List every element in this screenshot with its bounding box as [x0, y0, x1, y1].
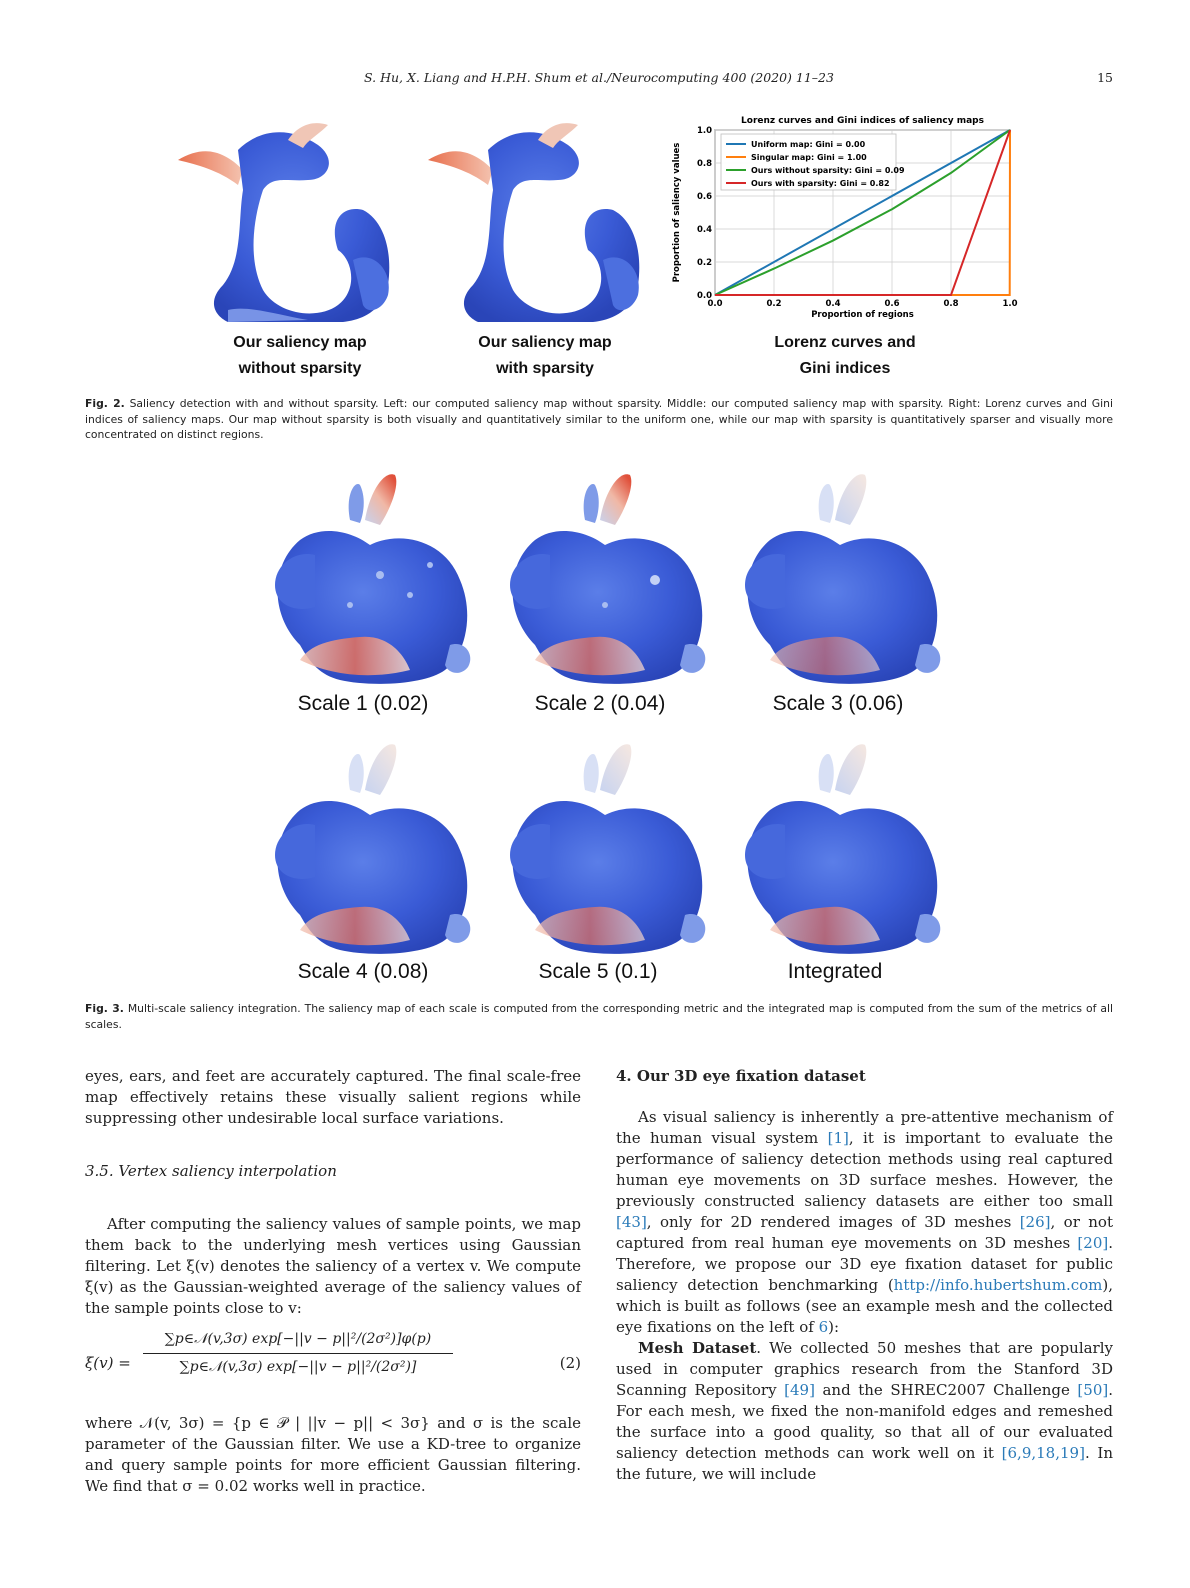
mesh-dataset-term: Mesh Dataset [638, 1339, 757, 1357]
citation-link[interactable]: [26] [1019, 1213, 1051, 1231]
fig2-label-left-line1: Our saliency map [233, 334, 367, 351]
text-run: , or not captured from real human eye movements on 3D meshes [616, 1213, 1113, 1252]
equation-denominator: ∑p∈𝒩(v,3σ) exp[−||v − p||²/(2σ²)] [179, 1359, 417, 1375]
equation-fraction [143, 1329, 453, 1378]
scale-label-3: Scale 3 (0.06) [772, 692, 904, 715]
left-column [85, 1066, 581, 1497]
fig3-bunny-grid [255, 460, 945, 980]
y-tick-label: 0.6 [696, 192, 712, 202]
citation-link[interactable]: [50] [1077, 1381, 1109, 1399]
text-run: ), which is built as follows (see an example mesh and the collected eye fixations on the left of [616, 1276, 1113, 1336]
lorenz-chart [665, 110, 1025, 330]
y-tick-label: 1.0 [696, 126, 712, 136]
equation-lhs: ξ(v) = [85, 1354, 131, 1372]
fig2-label-middle [445, 330, 645, 382]
text-run: As visual saliency is inherently a pre-attentive mechanism of the human visual system [616, 1108, 1113, 1147]
bunny-scale-4 [275, 744, 470, 954]
y-tick-label: 0.4 [696, 225, 712, 235]
left-para-3: where 𝒩(v, 3σ) = {p ∈ 𝒫 | ||v − p|| < 3σ} and σ is the scale parameter of the Gaussian filter. We use a KD-tree to organize and query sample points for more efficient Gaussian filtering. We find that σ = 0.02 works well in practice. [85, 1414, 581, 1495]
text-run: . Therefore, we propose our 3D eye fixation dataset for public saliency detection benchmarking ( [616, 1234, 1113, 1294]
x-tick-label: 0.8 [943, 299, 959, 309]
citation-link[interactable]: [6,9,18,19] [1001, 1444, 1085, 1462]
x-tick-label: 0.0 [707, 299, 723, 309]
legend-label: Uniform map: Gini = 0.00 [751, 140, 866, 149]
text-run: , only for 2D rendered images of 3D meshes [646, 1213, 1020, 1231]
y-tick-label: 0.2 [696, 258, 712, 268]
fig2-label-middle-line2: with sparsity [496, 360, 594, 377]
y-tick-label: 0.8 [696, 159, 712, 169]
running-title: S. Hu, X. Liang and H.P.H. Shum et al./Neurocomputing 400 (2020) 11–23 [364, 70, 834, 85]
citation-link[interactable]: [1] [827, 1129, 849, 1147]
equation-number: (2) [559, 1354, 581, 1372]
fig2-label-left [200, 330, 400, 382]
scale-label-1: Scale 1 (0.02) [297, 692, 429, 715]
text-run: , it is important to evaluate the performance of saliency detection methods using real captured human eye movements on 3D surface meshes. However, the previously constructed saliency datasets are either too small [616, 1129, 1114, 1210]
dragon-without-sparsity [178, 123, 389, 322]
fig2-label-left-line2: without sparsity [238, 360, 362, 377]
fig2-label-right [745, 330, 945, 382]
dataset-url-link[interactable]: http://info.hubertshum.com [893, 1276, 1103, 1294]
fig2-label-middle-line1: Our saliency map [478, 334, 612, 351]
citation-link[interactable]: [43] [616, 1213, 647, 1231]
dragon-with-sparsity [428, 123, 639, 322]
scale-label-2: Scale 2 (0.04) [534, 692, 666, 715]
bunny-integrated [745, 744, 940, 954]
legend-label: Singular map: Gini = 1.00 [751, 153, 867, 162]
x-tick-label: 0.6 [884, 299, 900, 309]
citation-link[interactable]: [20] [1077, 1234, 1109, 1252]
section-heading: 4. Our 3D eye fixation dataset [616, 1067, 866, 1085]
fig3-caption [85, 1001, 1113, 1032]
fig2-caption-text: Saliency detection with and without sparsity. Left: our computed saliency map without sparsity. Middle: our computed saliency map with sparsity. Right: Lorenz curves and Gini indices of saliency maps. Our map without sparsity is both visually and quantitatively similar to the uniform one, while our map with sparsity is quantitatively sparser and visually more concentrated on distinct regions. [85, 397, 1113, 441]
fig3-caption-text: Multi-scale saliency integration. The saliency map of each scale is computed from the corresponding metric and the integrated map is computed from the sum of the metrics of all scales. [85, 1002, 1114, 1031]
legend-label: Ours without sparsity: Gini = 0.09 [751, 166, 905, 175]
left-para-1: eyes, ears, and feet are accurately captured. The final scale-free map effectively retains these visually salient regions while suppressing other undesirable local surface variations. [85, 1067, 581, 1127]
right-para-1 [616, 1107, 1113, 1338]
x-tick-label: 0.4 [825, 299, 841, 309]
fig2-caption [85, 396, 1113, 443]
legend-label: Ours with sparsity: Gini = 0.82 [751, 179, 890, 188]
figure-ref-link[interactable]: 6 [818, 1318, 829, 1336]
bunny-scale-5 [510, 744, 705, 954]
equation-numerator: ∑p∈𝒩(v,3σ) exp[−||v − p||²/(2σ²)]φ(p) [143, 1329, 453, 1354]
y-tick-label: 0.0 [696, 291, 712, 301]
fig3-caption-label: Fig. 3. [85, 1002, 124, 1015]
x-axis-label: Proportion of regions [811, 310, 914, 320]
scale-label-integrated: Integrated [787, 960, 883, 983]
scale-label-5: Scale 5 (0.1) [538, 960, 658, 983]
fig2-label-right-line2: Gini indices [799, 360, 891, 377]
text-run: ): [828, 1318, 840, 1336]
bunny-scale-3 [745, 474, 940, 684]
text-run: . We collected 50 meshes that are popularly used in computer graphics research from the Stanford 3D Scanning Repository [616, 1339, 1114, 1399]
page-number: 15 [1097, 70, 1113, 85]
subsection-title: 3.5. Vertex saliency interpolation [85, 1162, 337, 1180]
x-tick-label: 0.2 [766, 299, 782, 309]
text-run: . In the future, we will include [616, 1444, 1113, 1483]
chart-title: Lorenz curves and Gini indices of saliency maps [741, 116, 984, 126]
right-para-2 [616, 1338, 1113, 1485]
bunny-scale-2 [510, 474, 705, 684]
bunny-scale-1 [275, 474, 470, 684]
left-para-2: After computing the saliency values of sample points, we map them back to the underlying mesh vertices using Gaussian filtering. Let ξ(v) denotes the saliency of a vertex v. We compute ξ(v) as the Gaussian-weighted average of the saliency values of the sample points close to v: [85, 1215, 581, 1317]
fig2-dragon-renderings [168, 110, 658, 330]
right-column [616, 1066, 1113, 1485]
citation-link[interactable]: [49] [784, 1381, 815, 1399]
text-run: . For each mesh, we fixed the non-manifold edges and remeshed the surface into a good quality, so that all of our evaluated saliency detection methods can work well on it [616, 1381, 1113, 1462]
fig2-caption-label: Fig. 2. [85, 397, 125, 410]
equation-2 [85, 1329, 581, 1401]
x-tick-label: 1.0 [1002, 299, 1018, 309]
fig2-label-right-line1: Lorenz curves and [774, 334, 916, 351]
scale-label-4: Scale 4 (0.08) [297, 960, 429, 983]
running-header [85, 70, 1113, 88]
y-axis-label: Proportion of saliency values [672, 142, 682, 283]
text-run: and the SHREC2007 Challenge [814, 1381, 1078, 1399]
